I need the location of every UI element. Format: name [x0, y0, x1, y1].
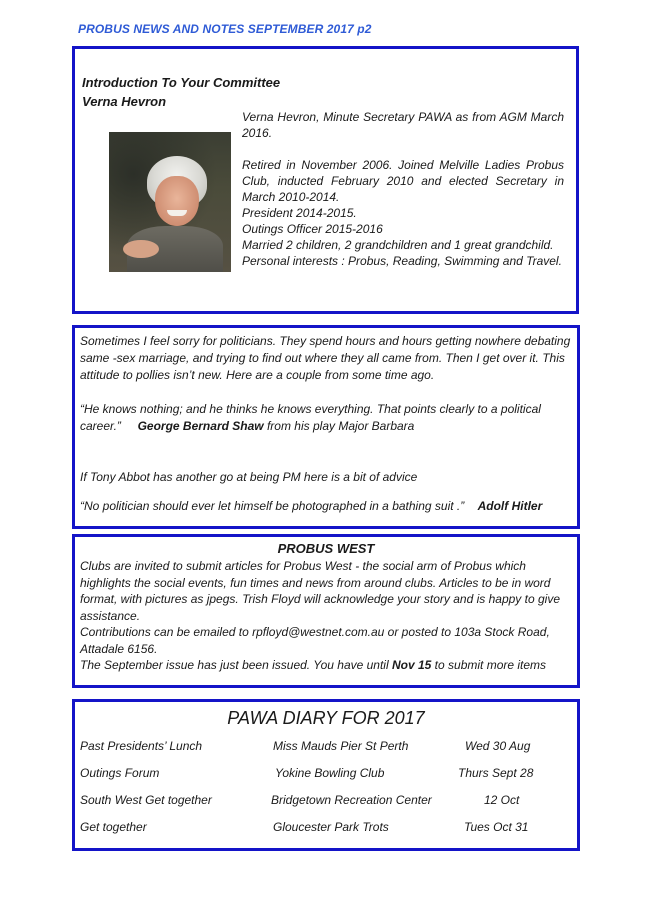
intro-name: Verna Hevron: [82, 94, 167, 109]
member-photo: [109, 132, 231, 272]
probus-west-deadline: The September issue has just been issued. You have until Nov 15 to submit more items: [80, 658, 547, 672]
deadline-date: Nov 15: [391, 658, 432, 672]
intro-paragraph: President 2014-2015.: [242, 206, 357, 220]
diary-event: Outings Forum: [80, 766, 160, 780]
politician-quotes-box: [72, 325, 580, 529]
diary-event: South West Get together: [80, 793, 212, 807]
quote-shaw-author: George Bernard Shaw: [137, 419, 264, 433]
probus-west-para: Clubs are invited to submit articles for Probus West - the social arm of Probus which highlights the social events, fun times and news from around clubs. Articles to be in word format, with pictures as jpegs. Trish Floyd will acknowledge your story and is happy to give assistance.: [80, 559, 560, 623]
pawa-diary-box: [72, 699, 580, 851]
intro-paragraph: Outings Officer 2015-2016: [242, 222, 383, 236]
committee-intro-box: [72, 46, 579, 314]
quotes-text: [80, 333, 572, 515]
page-header: PROBUS NEWS AND NOTES SEPTEMBER 2017 p2: [78, 22, 372, 36]
probus-west-contact: Contributions can be emailed to rpfloyd@westnet.com.au or posted to 103a Stock Road, Attadale 6156.: [80, 625, 550, 656]
diary-row: [75, 739, 577, 757]
diary-event: Past Presidents’ Lunch: [80, 739, 203, 753]
diary-title: PAWA DIARY FOR 2017: [227, 708, 425, 728]
diary-event: Get together: [80, 820, 147, 834]
diary-venue: Yokine Bowling Club: [275, 766, 385, 780]
diary-date: 12 Oct: [484, 793, 520, 807]
probus-west-text: [80, 558, 574, 674]
diary-venue: Gloucester Park Trots: [273, 820, 389, 834]
intro-paragraph: Verna Hevron, Minute Secretary PAWA as from AGM March 2016.: [242, 110, 564, 140]
quotes-intro: Sometimes I feel sorry for politicians. They spend hours and hours getting nowhere debating same -sex marriage, and trying to find out where they all came from. Then I get over it. This attitude to pollies isn’t new. Here are a couple from some time ago.: [80, 334, 571, 382]
diary-venue: Bridgetown Recreation Center: [271, 793, 432, 807]
quote-shaw-source: from his play Major Barbara: [266, 419, 415, 433]
quote-hitler: [80, 498, 572, 515]
quote-shaw: [80, 401, 572, 435]
intro-paragraph: Married 2 children, 2 grandchildren and 1 great grandchild.: [242, 238, 554, 252]
diary-row: [75, 793, 577, 811]
diary-row: [75, 820, 577, 838]
intro-title: Introduction To Your Committee: [82, 75, 281, 90]
diary-venue: Miss Mauds Pier St Perth: [273, 739, 409, 753]
quote-shaw-text: “He knows nothing; and he thinks he knows everything. That points clearly to a political career.”: [80, 402, 541, 433]
quote-hitler-text: “No politician should ever let himself be photographed in a bathing suit .”: [80, 499, 465, 513]
probus-west-box: [72, 534, 580, 688]
advice-intro: If Tony Abbot has another go at being PM here is a bit of advice: [80, 470, 418, 484]
diary-date: Tues Oct 31: [464, 820, 529, 834]
probus-west-title: PROBUS WEST: [277, 541, 375, 556]
diary-row: [75, 766, 577, 784]
intro-paragraph: Retired in November 2006. Joined Melville Ladies Probus Club, inducted February 2010 and elected Secretary in March 2010-2014.: [242, 158, 564, 204]
diary-date: Thurs Sept 28: [458, 766, 534, 780]
diary-date: Wed 30 Aug: [465, 739, 531, 753]
intro-heading: [82, 73, 280, 111]
intro-paragraph: Personal interests : Probus, Reading, Swimming and Travel.: [242, 254, 562, 268]
quote-hitler-author: Adolf Hitler: [477, 499, 543, 513]
intro-text: [242, 109, 564, 269]
